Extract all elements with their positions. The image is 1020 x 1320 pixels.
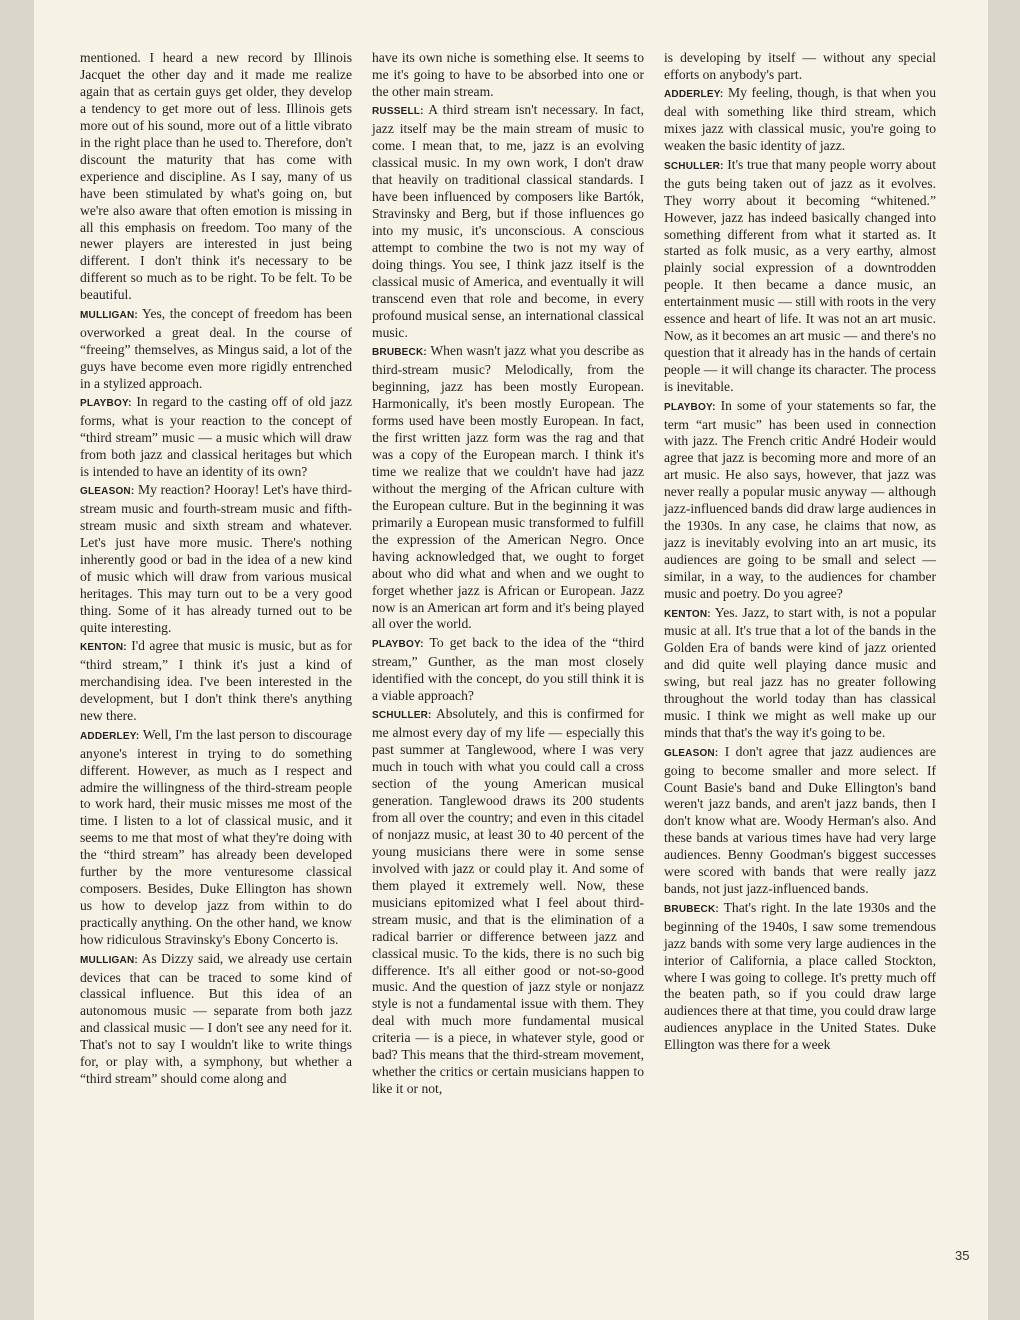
paragraph-text: A third stream isn't necessary. In fact, jazz itself may be the main stream of music to come. I mean that, to me, jazz is an evolving classical music. In my own work, I don't draw that heavily on traditional classical standards. I have been influenced by composers like Bartók, Stravinsky and Berg, but if those influences go into my music, it's unconscious. A conscious attempt to combine the two is not my way of doing things. You see, I think jazz itself is the classical music of America, and eventually it will transcend even that role and become, in every profound musical sense, an international classical music. (372, 102, 644, 340)
paragraph (80, 727, 352, 949)
text-column-3 (664, 50, 936, 1054)
paragraph-text: Absolutely, and this is confirmed for me almost every day of my life — especially this past summer at Tanglewood, where I was very much in touch with what you could call a cross section of the young American musical generation. Tanglewood draws its 200 students from all over the country; and even in this citadel of nonjazz music, at least 30 to 40 percent of the young musicians there were in some sense involved with jazz or could play it. And some of them played it extremely well. Now, these musicians epitomized what I feel about third-stream music, and that is the elimination of a radical barrier or difference between jazz and classical music. To the kids, there is no such big difference. It's all either good or not-so-good music. And the question of jazz style or nonjazz style is not a fundamental issue with them. They deal with much more fundamental musical criteria — is a piece, in whatever style, good or bad? This means that the third-stream movement, whether the critics or certain musicians happen to like it or not, (372, 706, 644, 1097)
paragraph-text: Yes, the concept of freedom has been overworked a great deal. In the course of “freeing” themselves, as Mingus said, a lot of the guys have become even more rigidly entrenched in a stylized approach. (80, 305, 352, 391)
paragraph (80, 394, 352, 481)
paragraph-text: To get back to the idea of the “third stream,” Gunther, as the man most closely identified with the concept, do you still think it is a viable approach? (372, 634, 644, 703)
paragraph-text: Yes. Jazz, to start with, is not a popular music at all. It's true that a lot of the bands in the Golden Era of bands were kind of jazz oriented and did quite well playing dance music and swing, but real jazz has no greater following throughout the world today than has classical music. I think we might as well make up our minds that that's the way it's going to be. (664, 604, 936, 741)
paragraph-text: In regard to the casting off of old jazz forms, what is your reaction to the concept of “third stream” music — a music which will draw from both jazz and classical heritages but which is intended to have an identity of its own? (80, 394, 352, 479)
paragraph (372, 635, 644, 705)
paragraph (664, 85, 936, 155)
speaker-label: ADDERLEY: (664, 89, 724, 101)
paragraph (80, 482, 352, 637)
paragraph (372, 50, 644, 101)
speaker-label: KENTON: (664, 608, 711, 620)
text-column-2 (372, 50, 644, 1098)
paragraph (80, 638, 352, 725)
speaker-label: MULLIGAN: (80, 309, 138, 321)
speaker-label: PLAYBOY: (80, 398, 132, 410)
paragraph (664, 398, 936, 603)
paragraph-text: My feeling, though, is that when you deal with something like third stream, which mixes jazz with classical music, you're going to weaken the basic identity of jazz. (664, 85, 936, 154)
text-column-1 (80, 50, 352, 1088)
paragraph-text: Well, I'm the last person to discourage anyone's interest in trying to do something different. However, as much as I respect and admire the willingness of the third-stream people to work hard, their music misses me most of the time. I listen to a lot of classical music, and it seems to me that most of what they're doing with the “third stream” has already been developed further by the more venturesome classical composers. Besides, Duke Ellington has shown us how to develop jazz from within to do practically anything. On the other hand, we know how ridiculous Stravinsky's Ebony Concerto is. (80, 726, 352, 948)
paragraph (664, 605, 936, 743)
paragraph-text: It's true that many people worry about the guts being taken out of jazz as it evolves. They worry about it becoming “whitened.” However, jazz has indeed basically changed into something different from what it started as. It started as folk music, as a very earthy, almost plainly social expression of a downtrodden people. It then became a dance music, an entertainment music — still with roots in the very essence and heart of life. It was not an art music. Now, as it becomes an art music — and there's no question that it already has in the hands of certain people — it will change its character. The process is inevitable. (664, 156, 936, 395)
paragraph-text: is developing by itself — without any special efforts on anybody's part. (664, 50, 936, 82)
paragraph (80, 306, 352, 393)
speaker-label: MULLIGAN: (80, 954, 138, 966)
paragraph-text: In some of your statements so far, the term “art music” has been used in connection with jazz. The French critic André Hodeir would agree that jazz is becoming more and more of an art music. He also says, however, that jazz was never really a popular music anyway — although jazz-influenced bands did draw large audiences in the 1930s. In any case, he claims that now, as jazz is inevitably evolving into an art music, its audiences are going to be small and select — similar, in a way, to the audiences for chamber music and poetry. Do you agree? (664, 397, 936, 602)
speaker-label: GLEASON: (664, 747, 719, 759)
speaker-label: KENTON: (80, 642, 127, 654)
speaker-label: BRUBECK: (664, 903, 719, 915)
paragraph (664, 50, 936, 84)
speaker-label: BRUBECK: (372, 347, 427, 359)
paragraph (372, 706, 644, 1098)
paragraph-text: My reaction? Hooray! Let's have third-stream music and fourth-stream music and fifth-stream music and sixth stream and whatever. Let's just have more music. There's nothing inherently good or bad in the idea of a new kind of music which will draw from various musical heritages. This may turn out to be a very good thing. Some of it has already turned out to be quite interesting. (80, 482, 352, 635)
speaker-label: SCHULLER: (372, 710, 432, 722)
paragraph (80, 50, 352, 304)
paragraph (664, 900, 936, 1055)
paragraph-text: As Dizzy said, we already use certain devices that can be traced to some kind of classical influence. But this idea of an autonomous music — separate from both jazz and classical music — I don't see any need for it. That's not to say I wouldn't like to write things for, or play with, a symphony, but whether a “third stream” should come along and (80, 950, 352, 1087)
paragraph-text: When wasn't jazz what you describe as third-stream music? Melodically, from the beginning, jazz has been mostly European. Harmonically, it's been mostly European. The forms used have been mostly European. In fact, the first written jazz form was the rag and that was a copy of the European march. I think it's time we realize that we couldn't have had jazz without the merging of the African culture with the European culture. But in the beginning it was primarily a European music transformed to fulfill the expression of the American Negro. Once having acknowledged that, we ought to forget about who did what and when and we ought to forget whether jazz is African or European. Jazz now is an American art form and it's being played all over the world. (372, 343, 644, 632)
speaker-label: PLAYBOY: (664, 401, 716, 413)
speaker-label: GLEASON: (80, 486, 135, 498)
paragraph-text: mentioned. I heard a new record by Illinois Jacquet the other day and it made me realize again that as certain guys get older, they develop a tendency to get more out of less. Illinois gets more out of his sound, more out of a little vibrato in the right place than he used to. Therefore, don't discount the maturity that has come with experience and discipline. As I say, many of us have been stimulated by what's going on, but we're also aware that often emotion is missing in all this emphasis on freedom. Too many of the newer players are interested in just being different. I don't think it's necessary to be different so much as to be right. To be felt. To be beautiful. (80, 50, 352, 303)
speaker-label: RUSSELL: (372, 106, 424, 118)
paragraph-text: have its own niche is something else. It seems to me it's going to have to be absorbed into one or the other main stream. (372, 50, 644, 99)
paragraph (664, 744, 936, 899)
paragraph-text: I don't agree that jazz audiences are going to become smaller and more select. If Count Basie's band and Duke Ellington's band weren't jazz bands, and aren't jazz bands, then I don't know what are. Woody Herman's also. And these bands at various times have had very large audiences. Benny Goodman's biggest successes were scored with bands that were really jazz bands, not just jazz-influenced bands. (664, 743, 936, 897)
paragraph (80, 951, 352, 1089)
paragraph-text: That's right. In the late 1930s and the beginning of the 1940s, I saw some tremendous jazz bands with some very large audiences in the interior of California, a place called Stockton, where I was going to college. It's pretty much off the beaten path, so if you could draw large audiences there at that time, you could draw large audiences anyplace in the United States. Duke Ellington was there for a week (664, 899, 936, 1053)
page-number: 35 (955, 1248, 970, 1263)
paragraph-text: I'd agree that music is music, but as for “third stream,” I think it's just a kind of merchandising idea. I've been interested in the development, but I don't think there's anything new there. (80, 638, 352, 724)
speaker-label: PLAYBOY: (372, 638, 424, 650)
speaker-label: ADDERLEY: (80, 730, 140, 742)
magazine-page (34, 0, 988, 1320)
paragraph (664, 157, 936, 396)
speaker-label: SCHULLER: (664, 160, 724, 172)
paragraph (372, 102, 644, 341)
paragraph (372, 343, 644, 633)
